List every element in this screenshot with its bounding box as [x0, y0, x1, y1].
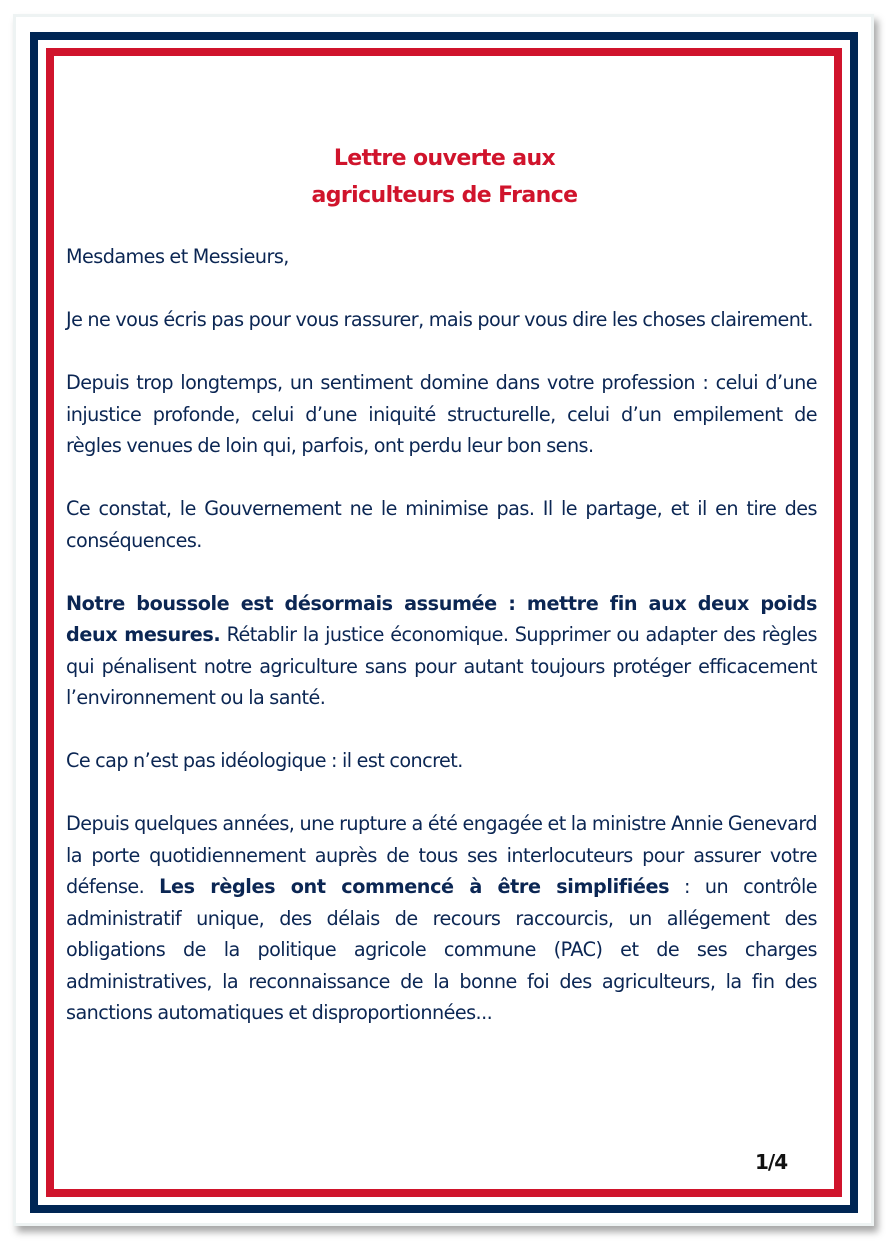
paragraph-6	[66, 808, 817, 1029]
paragraph-4-text: Rétablir la justice économique. Supprimer ou adapter des règles qui pénalisent notre agriculture sans pour autant toujours protéger efficacement l’environnement ou la santé.	[66, 623, 817, 709]
paragraph-6-bold: Les règles ont commencé à être simplifiées	[159, 875, 670, 898]
letter-content	[66, 140, 817, 1060]
paragraph-3: Ce constat, le Gouvernement ne le minimise pas. Il le partage, et il en tire des conséquences.	[66, 497, 817, 552]
paragraph-2: Depuis trop longtemps, un sentiment domine dans votre profession : celui d’une injustice profonde, celui d’une iniquité structurelle, celui d’un empilement de règles venues de loin qui, parfois, ont perdu leur bon sens.	[66, 371, 817, 457]
paragraph-4-bold: Notre boussole est désormais assumée : mettre fin aux deux poids deux mesures.	[66, 591, 817, 646]
paragraph-5: Ce cap n’est pas idéologique : il est concret.	[66, 749, 463, 772]
title-line-1: Lettre ouverte aux	[333, 146, 556, 171]
letter-title	[66, 140, 817, 214]
paragraph-1: Je ne vous écris pas pour vous rassurer, mais pour vous dire les choses clairement.	[66, 308, 813, 331]
paragraph-4	[66, 588, 817, 714]
page-number: 1/4	[755, 1150, 788, 1174]
salutation: Mesdames et Messieurs,	[66, 245, 289, 268]
paragraph-6-text-after: : un contrôle administratif unique, des délais de recours raccourcis, un allégement des obligations de la politique agricole commune (PAC) et de ses charges administratives, la reconnaissance de la bonne foi des agriculteurs, la fin des sanctions automatiques et disproportionnées...	[66, 875, 817, 1024]
paragraph-6-text-before: Depuis quelques années, une rupture a été engagée et la ministre Annie Genevard la porte quotidiennement auprès de tous ses interlocuteurs pour assurer votre défense.	[66, 812, 817, 898]
title-line-2: agriculteurs de France	[311, 183, 578, 208]
